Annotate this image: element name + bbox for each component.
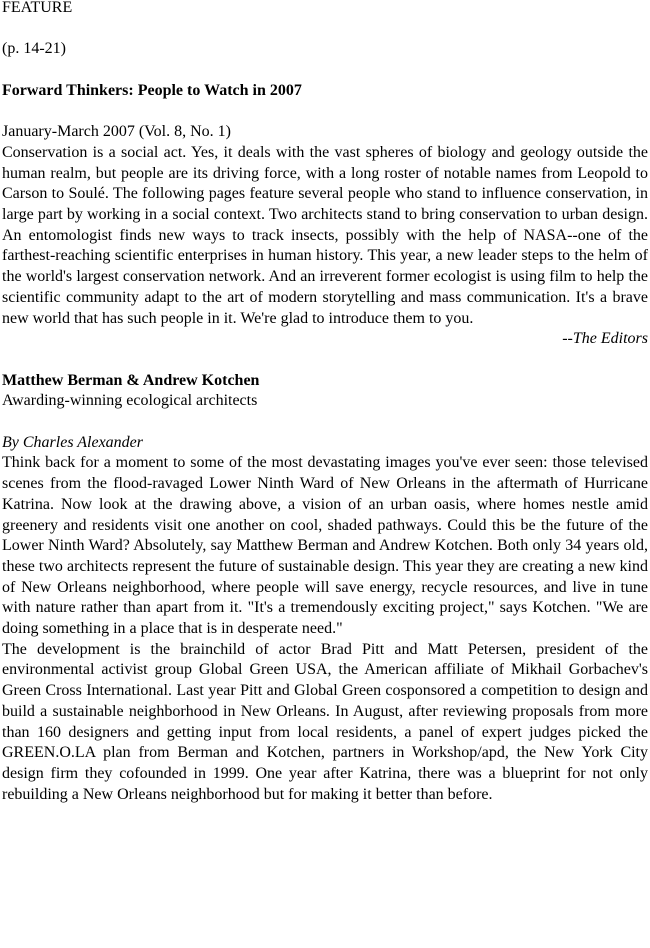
byline: By Charles Alexander [2, 433, 144, 451]
profile-subtitle: Awarding-winning ecological architects [2, 392, 258, 410]
issue-info: January-March 2007 (Vol. 8, No. 1) [2, 123, 231, 141]
article-title: Forward Thinkers: People to Watch in 2007 [2, 81, 302, 99]
body-paragraph: The development is the brainchild of actor Brad Pitt and Matt Petersen, president of the environmental activist group Global Green USA, the American affiliate of Mikhail Gorbachev's Green Cross International. Last year Pitt and Global Green cosponsored a competition to design and build a sustainable neighborhood in New Orleans. In August, after reviewing proposals from more than 160 designers and getting input from local residents, a panel of expert judges picked the GREEN.O.LA plan from Berman and Kotchen, partners in Workshop/apd, the New York City design firm they cofounded in 1999. One year after Katrina, there was a blueprint for not only rebuilding a New Orleans neighborhood but for making it better than before. [2, 640, 648, 803]
editors-signature: --The Editors [562, 330, 648, 348]
profile-name: Matthew Berman & Andrew Kotchen [2, 371, 260, 389]
page-range: (p. 14-21) [2, 40, 66, 58]
body-paragraph: Think back for a moment to some of the most devastating images you've ever seen: those televised scenes from the flood-ravaged Lower Ninth Ward of New Orleans in the aftermath of Hurricane Katrina. Now look at the drawing above, a vision of an urban oasis, where homes nestle amid greenery and residents visit one another on cool, shaded pathways. Could this be the future of the Lower Ninth Ward? Absolutely, say Matthew Berman and Andrew Kotchen. Both only 34 years old, these two architects represent the future of sustainable design. This year they are creating a new kind of New Orleans neighborhood, where people will save energy, recycle resources, and live in tune with nature rather than apart from it. "It's a tremendously exciting project," says Kotchen. "We are doing something in a place that is in desperate need." [2, 454, 648, 638]
intro-paragraph: Conservation is a social act. Yes, it deals with the vast spheres of biology and geology outside the human realm, but people are its driving force, with a long roster of notable names from Leopold to Carson to Soulé. The following pages feature several people who stand to influence conservation, in large part by working in a social context. Two architects stand to bring conservation to urban design. An entomologist finds new ways to track insects, possibly with the help of NASA--one of the farthest-reaching scientific enterprises in human history. This year, a new leader steps to the helm of the world's largest conservation network. And an irreverent former ecologist is using film to help the scientific community adapt to the art of modern storytelling and mass communication. It's a brave new world that has such people in it. We're glad to introduce them to you. [2, 143, 648, 327]
section-label: FEATURE [2, 0, 73, 16]
